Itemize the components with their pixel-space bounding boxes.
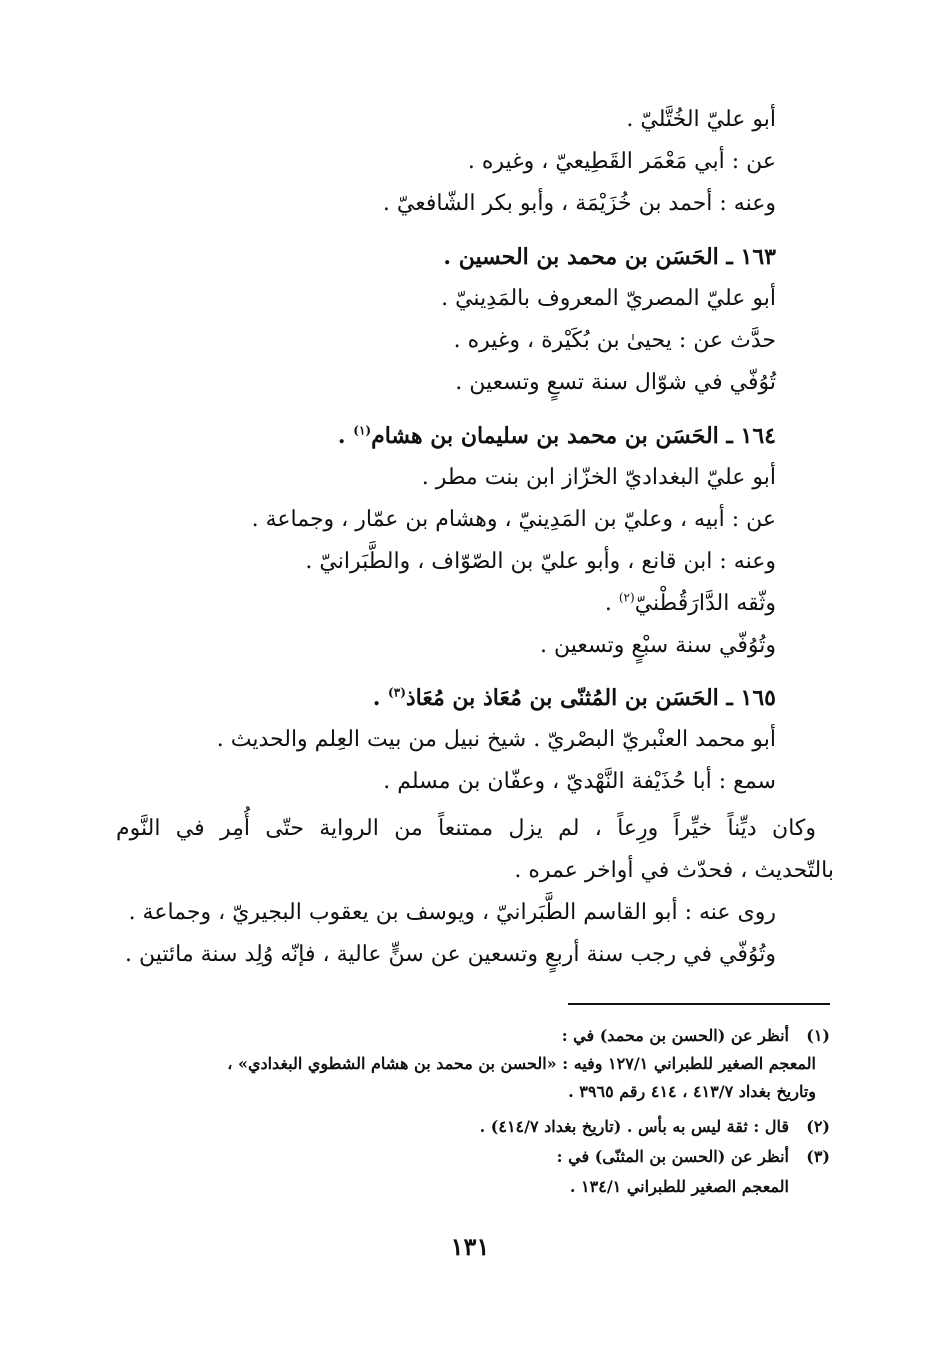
entry-164-line-4-end: . [604, 591, 619, 616]
entry-164-line-3: وعنه : ابن قانع ، وأبو عليّ بن الصّوّاف ، والطَّبَرانيّ . [305, 549, 776, 574]
footnote-mark-3: (٣) [388, 685, 406, 700]
footnote-3-line-2: المعجم الصغير للطبراني ١٣٤/١ . [569, 1177, 789, 1196]
entry-163-line-2: حدَّث عن : يحيىٰ بن بُكَيْرة ، وغيره . [453, 328, 776, 353]
entry-165-line-5: روى عنه : أبو القاسم الطَّبَرانيّ ، ويوسف بن يعقوب البجيريّ ، وجماعة . [128, 900, 776, 925]
entry-164-line-4 [605, 588, 776, 620]
entry-165-heading-text: ١٦٥ ـ الحَسَن بن المُثنّى بن مُعَاذ بن مُعَاذ [405, 685, 776, 711]
footnote-1-line-3: وتاريخ بغداد ٤١٣/٧ ، ٤١٤ رقم ٣٩٦٥ . [568, 1082, 816, 1101]
footnote-1-line-1: أنظر عن (الحسن بن محمد) في : [561, 1026, 789, 1045]
entry-165-line-4: بالتّحديث ، فحدّث في أواخر عمره . [514, 858, 834, 883]
entry-164-line-5: وتُوُفّي سنة سبْعٍ وتسعين . [540, 633, 776, 658]
entry-164-heading [338, 420, 776, 452]
footnote-separator [568, 1003, 830, 1005]
entry-prev-line-3: وعنه : أحمد بن خُزَيْمَة ، وأبو بكر الشّافعيّ . [382, 191, 776, 216]
entry-163-line-3: تُوُفّي في شوّال سنة تسعٍ وتسعين . [455, 370, 776, 395]
footnote-1-number: (١) [806, 1026, 830, 1045]
entry-163-heading: ١٦٣ ـ الحَسَن بن محمد بن الحسين . [443, 244, 776, 270]
entry-164-heading-end: . [337, 423, 354, 449]
entry-163-line-1: أبو عليّ المصريّ المعروف بالمَدِينيّ . [441, 286, 776, 311]
entry-165-line-2: سمع : أبا حُذَيْفة النَّهْديّ ، وعفّان بن مسلم . [383, 769, 776, 794]
footnote-2-line-1: قال : ثقة ليس به بأس . (تاريخ بغداد ٤١٤/٧) . [479, 1117, 789, 1136]
entry-164-line-2: عن : أبيه ، وعليّ بن المَدِينيّ ، وهشام بن عمّار ، وجماعة . [251, 507, 776, 532]
footnote-2-number: (٢) [806, 1117, 830, 1136]
entry-165-heading-end: . [372, 685, 389, 711]
footnote-1-line-2: المعجم الصغير للطبراني ١٢٧/١ وفيه : «الحسن بن محمد بن هشام الشطوي البغدادي» ، [227, 1054, 816, 1073]
entry-164-line-1: أبو عليّ البغداديّ الخزّاز ابن بنت مطر . [421, 465, 776, 490]
page-number: ١٣١ [450, 1232, 490, 1261]
footnote-3-number: (٣) [806, 1147, 830, 1166]
entry-165-line-3: وكان ديِّناً خيِّراً ورِعاً ، لم يزل ممتنعاً من الرواية حتّى أُمِر في النَّوم [116, 816, 816, 841]
entry-165-line-6: وتُوُفّي في رجب سنة أربعٍ وتسعين عن سنٍّ عالية ، فإنّه وُلِد سنة مائتين . [125, 942, 776, 967]
footnote-mark-2: (٢) [618, 590, 635, 605]
entry-165-line-1: أبو محمد العنْبريّ البصْريّ . شيخ نبيل من بيت العِلم والحديث . [216, 727, 776, 752]
entry-164-line-4-text: وثّقه الدَّارَقُطْنيّ [634, 591, 776, 616]
entry-prev-line-2: عن : أبي مَعْمَر القَطِيعيّ ، وغيره . [467, 149, 776, 174]
footnote-mark-1: (١) [353, 423, 372, 438]
entry-165-heading [373, 682, 776, 714]
entry-164-heading-text: ١٦٤ ـ الحَسَن بن محمد بن سليمان بن هشام [371, 423, 776, 449]
entry-prev-line-1: أبو عليّ الخُتَّليّ . [626, 107, 776, 132]
footnote-3-line-1: أنظر عن (الحسن بن المثنّى) في : [556, 1147, 789, 1166]
